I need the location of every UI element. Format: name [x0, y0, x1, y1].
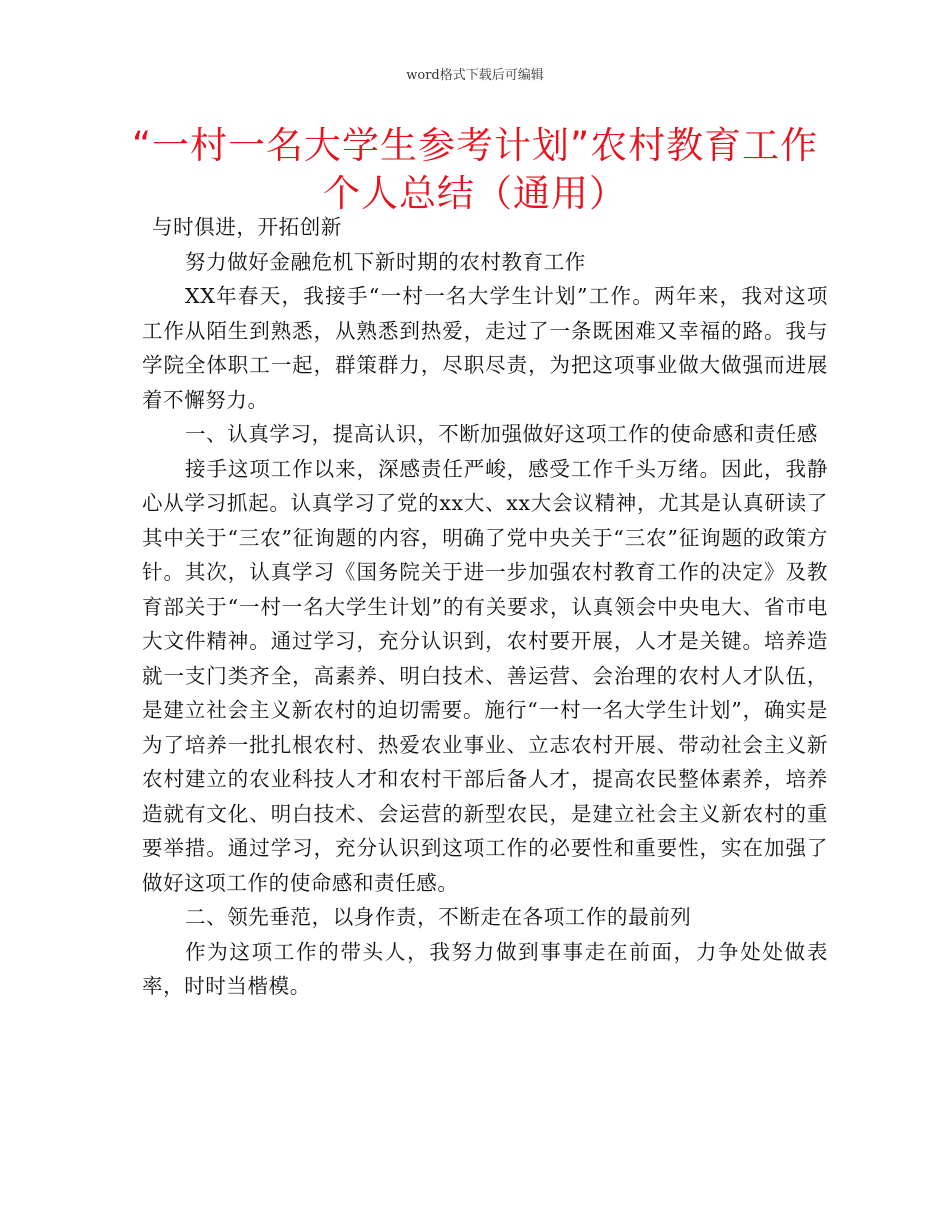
paragraph: XX年春天，我接手“一村一名大学生计划”工作。两年来，我对这项工作从陌生到熟悉，从熟悉到热爱，走过了一条既困难又幸福的路。我与学院全体职工一起，群策群力，尽职尽责，为把这项事业做大做强而进展着不懈努力。 — [142, 284, 828, 412]
paragraph-subtitle: 与时俱进，开拓创新 — [152, 215, 342, 239]
page-header-note: word格式下载后可编辑 — [406, 68, 544, 83]
section-heading: 二、领先垂范，以身作责，不断走在各项工作的最前列 — [185, 905, 692, 929]
paragraph-heading: 努力做好金融危机下新时期的农村教育工作 — [185, 249, 586, 274]
section-heading: 一、认真学习，提高认识，不断加强做好这项工作的使命感和责任感 — [185, 422, 818, 446]
paragraph: 接手这项工作以来，深感责任严峻，感受工作千头万绪。因此，我静心从学习抓起。认真学习了党的xx大、xx大会议精神，尤其是认真研读了其中关于“三农”征询题的内容，明确了党中央关于“三农”征询题的政策方针。其次，认真学习《国务院关于进一步加强农村教育工作的决定》及教育部关于“一村一名大学生计划”的有关要求，认真领会中央电大、省市电大文件精神。通过学习，充分认识到，农村要开展，人才是关键。培养造就一支门类齐全，高素养、明白技术、善运营、会治理的农村人才队伍，是建立社会主义新农村的迫切需要。施行“一村一名大学生计划”，确实是为了培养一批扎根农村、热爱农业事业、立志农村开展、带动社会主义新农村建立的农业科技人才和农村干部后备人才，提高农民整体素养，培养造就有文化、明白技术、会运营的新型农民，是建立社会主义新农村的重要举措。通过学习，充分认识到这项工作的必要性和重要性，实在加强了做好这项工作的使命感和责任感。 — [142, 456, 828, 895]
document-title: “一村一名大学生参考计划”农村教育工作个人总结（通用） — [131, 124, 819, 215]
paragraph: 作为这项工作的带头人，我努力做到事事走在前面，力争处处做表率，时时当楷模。 — [142, 939, 828, 998]
document-body — [142, 210, 828, 1004]
